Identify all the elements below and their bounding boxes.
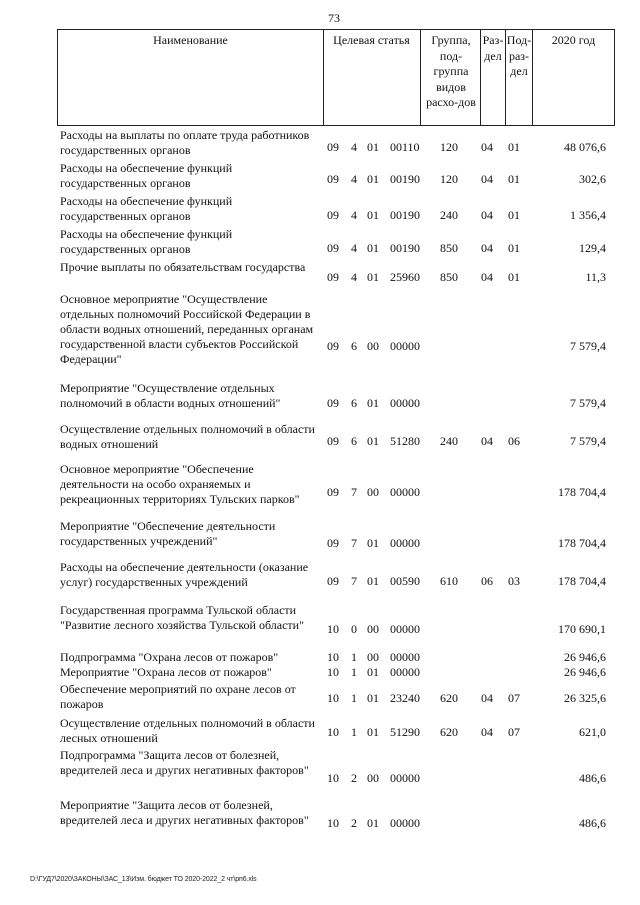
row-amt: 170 690,1 [558, 622, 606, 636]
row-c1: 09 [327, 485, 339, 499]
row-grp: 850 [440, 270, 458, 284]
row-name: Государственная программа Тульской области "Развитие лесного хозяйства Тульской области" [60, 603, 304, 632]
row-c2: 4 [351, 172, 357, 186]
row-pod: 03 [508, 574, 520, 588]
row-amt: 302,6 [579, 172, 606, 186]
row-c2: 0 [351, 622, 357, 636]
row-amt: 486,6 [579, 816, 606, 830]
row-c2: 7 [351, 536, 357, 550]
row-c3: 01 [367, 574, 379, 588]
row-raz: 04 [481, 140, 493, 154]
row-raz: 04 [481, 241, 493, 255]
row-c1: 09 [327, 208, 339, 222]
row-c2: 1 [351, 725, 357, 739]
row-grp: 610 [440, 574, 458, 588]
row-c4: 00000 [390, 622, 420, 636]
row-c4: 23240 [390, 691, 420, 705]
header-name: Наименование [153, 33, 228, 47]
table-header [57, 29, 615, 126]
row-c3: 01 [367, 816, 379, 830]
row-c4: 00000 [390, 396, 420, 410]
row-c3: 00 [367, 339, 379, 353]
row-c1: 09 [327, 574, 339, 588]
row-grp: 240 [440, 208, 458, 222]
row-c3: 01 [367, 691, 379, 705]
row-pod: 01 [508, 270, 520, 284]
row-c2: 2 [351, 816, 357, 830]
row-c3: 01 [367, 536, 379, 550]
row-c1: 09 [327, 140, 339, 154]
row-amt: 11,3 [585, 270, 606, 284]
row-c4: 00000 [390, 485, 420, 499]
row-c3: 01 [367, 665, 379, 679]
row-raz: 04 [481, 208, 493, 222]
row-name: Расходы на обеспечение деятельности (оказание услуг) государственных учреждений [60, 560, 309, 589]
row-c2: 4 [351, 208, 357, 222]
header-section: Раз-дел [482, 33, 504, 63]
row-name: Мероприятие "Осуществление отдельных полномочий в области водных отношений" [60, 381, 281, 410]
row-grp: 620 [440, 725, 458, 739]
row-c3: 01 [367, 241, 379, 255]
row-c1: 09 [327, 241, 339, 255]
row-c1: 09 [327, 396, 339, 410]
row-pod: 06 [508, 434, 520, 448]
row-grp: 620 [440, 691, 458, 705]
row-name: Подпрограмма "Охрана лесов от пожаров" [60, 650, 279, 664]
row-pod: 01 [508, 241, 520, 255]
row-pod: 07 [508, 725, 520, 739]
row-name: Мероприятие "Обеспечение деятельности государственных учреждений" [60, 519, 276, 548]
page-number: 73 [328, 11, 340, 25]
row-c3: 00 [367, 771, 379, 785]
row-c2: 6 [351, 434, 357, 448]
row-amt: 7 579,4 [570, 434, 606, 448]
row-c1: 10 [327, 725, 339, 739]
row-c1: 09 [327, 172, 339, 186]
row-c4: 00190 [390, 172, 420, 186]
row-amt: 7 579,4 [570, 339, 606, 353]
row-name: Расходы на выплаты по оплате труда работников государственных органов [60, 128, 310, 157]
row-c2: 6 [351, 396, 357, 410]
row-c1: 10 [327, 816, 339, 830]
row-name: Расходы на обеспечение функций государственных органов [60, 227, 233, 256]
row-pod: 01 [508, 208, 520, 222]
row-name: Прочие выплаты по обязательствам государства [60, 260, 306, 274]
row-c2: 7 [351, 574, 357, 588]
row-name: Мероприятие "Охрана лесов от пожаров" [60, 665, 272, 679]
row-c4: 00000 [390, 536, 420, 550]
row-name: Осуществление отдельных полномочий в области лесных отношений [60, 716, 315, 745]
row-c2: 1 [351, 691, 357, 705]
row-c1: 09 [327, 536, 339, 550]
row-c2: 6 [351, 339, 357, 353]
row-c3: 01 [367, 434, 379, 448]
row-c3: 01 [367, 396, 379, 410]
row-c1: 09 [327, 270, 339, 284]
row-name: Осуществление отдельных полномочий в области водных отношений [60, 422, 315, 451]
row-amt: 178 704,4 [558, 574, 606, 588]
row-raz: 06 [481, 574, 493, 588]
row-c3: 01 [367, 725, 379, 739]
row-c2: 4 [351, 140, 357, 154]
row-name: Основное мероприятие "Осуществление отдельных полномочий Российской Федерации в области водных отношений, переданных органам государственной власти субъектов Российской Федерации" [60, 292, 314, 366]
row-name: Обеспечение мероприятий по охране лесов от пожаров [60, 682, 296, 711]
row-c1: 10 [327, 622, 339, 636]
row-c4: 00000 [390, 816, 420, 830]
row-grp: 850 [440, 241, 458, 255]
row-grp: 240 [440, 434, 458, 448]
row-c3: 01 [367, 208, 379, 222]
row-name: Расходы на обеспечение функций государственных органов [60, 194, 233, 223]
row-c1: 10 [327, 691, 339, 705]
row-amt: 48 076,6 [564, 140, 606, 154]
row-name: Основное мероприятие "Обеспечение деятельности на особо охраняемых и рекреационных территориях Тульских парков" [60, 462, 300, 506]
row-raz: 04 [481, 691, 493, 705]
row-amt: 26 946,6 [564, 650, 606, 664]
row-amt: 621,0 [579, 725, 606, 739]
row-raz: 04 [481, 270, 493, 284]
row-pod: 01 [508, 140, 520, 154]
row-c1: 10 [327, 665, 339, 679]
row-c2: 1 [351, 665, 357, 679]
row-c3: 00 [367, 485, 379, 499]
row-raz: 04 [481, 172, 493, 186]
row-c3: 00 [367, 650, 379, 664]
row-c2: 4 [351, 270, 357, 284]
header-year: 2020 год [551, 33, 596, 47]
row-c3: 00 [367, 622, 379, 636]
row-c1: 10 [327, 771, 339, 785]
header-group: Группа, под-группа видов расхо-дов [426, 33, 476, 109]
row-name: Мероприятие "Защита лесов от болезней, вредителей леса и других негативных факторов" [60, 798, 309, 827]
row-amt: 129,4 [579, 241, 606, 255]
row-pod: 01 [508, 172, 520, 186]
header-subsection: Под-раз-дел [506, 33, 532, 78]
row-c4: 51280 [390, 434, 420, 448]
row-pod: 07 [508, 691, 520, 705]
row-amt: 486,6 [579, 771, 606, 785]
row-c4: 00190 [390, 208, 420, 222]
row-c3: 01 [367, 140, 379, 154]
row-c4: 00000 [390, 650, 420, 664]
row-c3: 01 [367, 270, 379, 284]
row-amt: 1 356,4 [570, 208, 606, 222]
row-c2: 2 [351, 771, 357, 785]
row-c1: 09 [327, 434, 339, 448]
row-c4: 00110 [390, 140, 420, 154]
footer-path: D:\ГУД7\2020\ЗАКОНЫ\ЗАС_13\Изм. бюджет ТО 2020-2022_2 чт\рп6.xls [30, 876, 257, 883]
row-raz: 04 [481, 434, 493, 448]
row-amt: 178 704,4 [558, 536, 606, 550]
row-name: Подпрограмма "Защита лесов от болезней, вредителей леса и других негативных факторов" [60, 748, 309, 777]
row-grp: 120 [440, 172, 458, 186]
row-amt: 178 704,4 [558, 485, 606, 499]
row-c4: 00190 [390, 241, 420, 255]
row-amt: 7 579,4 [570, 396, 606, 410]
row-c1: 09 [327, 339, 339, 353]
row-c2: 1 [351, 650, 357, 664]
row-amt: 26 946,6 [564, 665, 606, 679]
row-c4: 51290 [390, 725, 420, 739]
row-raz: 04 [481, 725, 493, 739]
row-c4: 00000 [390, 771, 420, 785]
row-c4: 25960 [390, 270, 420, 284]
row-c2: 7 [351, 485, 357, 499]
row-c1: 10 [327, 650, 339, 664]
row-c2: 4 [351, 241, 357, 255]
row-grp: 120 [440, 140, 458, 154]
row-c3: 01 [367, 172, 379, 186]
row-name: Расходы на обеспечение функций государственных органов [60, 161, 233, 190]
row-amt: 26 325,6 [564, 691, 606, 705]
row-c4: 00590 [390, 574, 420, 588]
row-c4: 00000 [390, 339, 420, 353]
row-c4: 00000 [390, 665, 420, 679]
header-target: Целевая статья [333, 33, 410, 47]
